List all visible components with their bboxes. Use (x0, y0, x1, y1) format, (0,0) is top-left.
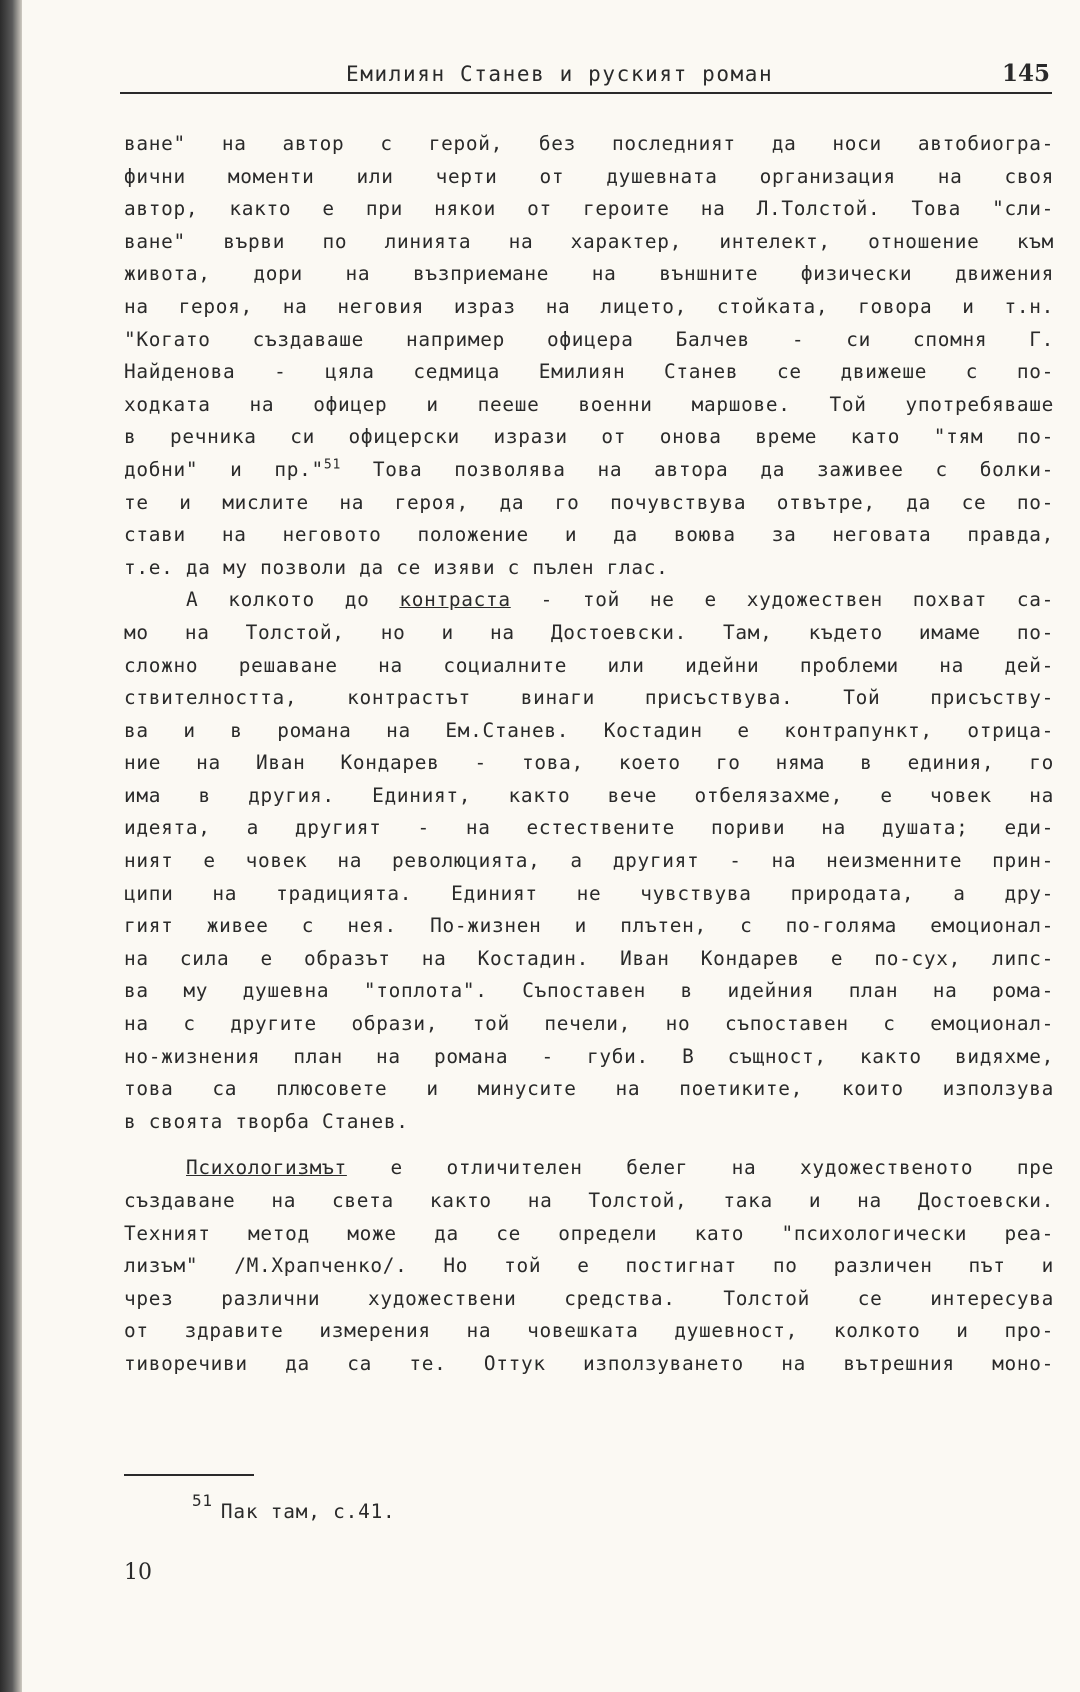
text-line: живота, дори на възприемане на външните физически движения (124, 262, 1054, 286)
footnote-separator (124, 1474, 254, 1476)
text-line: в речника си офицерски изрази от онова време като "тям по- (124, 425, 1054, 449)
text-line: "Когато създаваше например офицера Балчев - си спомня Г. (124, 327, 1054, 351)
text-line: ходката на офицер и пееше военни маршове. Той употребяваше (124, 392, 1054, 416)
running-header (120, 60, 1052, 94)
footnote-marker: 51 (192, 1491, 213, 1510)
book-spine-shadow (0, 0, 22, 1692)
text-line: стави на неговото положение и да воюва за неговата правда, (124, 523, 1054, 547)
text-line: ва му душевна "топлота". Съпоставен в идейния план на рома- (124, 979, 1054, 1003)
text-line-with-footnote-ref (124, 454, 1054, 487)
paragraph-first-line (124, 1152, 1054, 1185)
text-line: ване" върви по линията на характер, интелект, отношение към (124, 229, 1054, 253)
text-line: на с другите образи, той печели, но съпоставен с емоционал- (124, 1012, 1054, 1036)
text-segment: добни" и пр." (124, 457, 324, 481)
text-line: но-жизнения план на романа - губи. В същност, както видяхме, (124, 1044, 1054, 1068)
text-line: ние на Иван Кондарев - това, което го няма в единия, го (124, 751, 1054, 775)
text-line: ва и в романа на Ем.Станев. Костадин е контрапункт, отрица- (124, 718, 1054, 742)
text-segment: - той не е художествен похват са- (510, 588, 1054, 612)
text-line: фични моменти или черти от душевната организация на своя (124, 164, 1054, 188)
underlined-term: Психологизмът (186, 1156, 347, 1180)
text-line: идеята, а другият - на естествените пориви на душата; еди- (124, 816, 1054, 840)
text-segment: А колкото до (186, 588, 400, 612)
text-line: от здравите измерения на човешката душевност, колкото и про- (124, 1319, 1054, 1343)
signature-mark: 10 (124, 1560, 152, 1585)
text-line: на героя, на неговия израз на лицето, стойката, говора и т.н. (124, 294, 1054, 318)
text-line: има в другия. Единият, както вече отбелязахме, е човек на (124, 783, 1054, 807)
text-line: тиворечиви да са те. Оттук използуването на вътрешния моно- (124, 1351, 1054, 1375)
text-line: т.е. да му позволи да се изяви с пълен глас. (124, 555, 669, 579)
footnote (192, 1491, 396, 1523)
text-segment: е отличителен белег на художественото пре (346, 1156, 1054, 1180)
text-line: създаване на света както на Толстой, така и на Достоевски. (124, 1189, 1054, 1212)
text-line: ване" на автор с герой, без последният да носи автобиогра- (124, 132, 1054, 155)
text-line: гият живее с нея. По-жизнен и плътен, с по-голяма емоционал- (124, 914, 1054, 938)
underlined-term: контраста (399, 588, 511, 612)
text-line: ният е човек на революцията, а другият - на неизменните прин- (124, 849, 1054, 873)
text-line: сложно решаване на социалните или идейни проблеми на дей- (124, 653, 1054, 677)
text-line: чрез различни художествени средства. Толстой се интересува (124, 1286, 1054, 1310)
text-line: ствителността, контрастът винаги присъствува. Той присъству- (124, 686, 1054, 710)
page-number: 145 (1001, 60, 1050, 87)
footnote-text: Пак там, с.41. (220, 1500, 396, 1523)
text-line: в своята творба Станев. (124, 1109, 409, 1133)
text-line: това са плюсовете и минусите на поетиките, които използува (124, 1077, 1054, 1101)
text-line: Найденова - цяла седмица Емилиян Станев се движеше с по- (124, 360, 1054, 384)
text-line: Техният метод може да се определи като "психологически реа- (124, 1221, 1054, 1245)
running-title: Емилиян Станев и руският роман (346, 62, 774, 86)
footnote-reference: 51 (323, 457, 341, 473)
paragraph-first-line (124, 584, 1054, 617)
body-text (124, 128, 1054, 1381)
text-segment: Това позволява на автора да заживее с болки- (340, 457, 1054, 481)
text-line: те и мислите на героя, да го почувствува отвътре, да се по- (124, 490, 1054, 514)
text-line: мо на Толстой, но и на Достоевски. Там, където имаме по- (124, 620, 1054, 644)
text-line: автор, както е при някои от героите на Л.Толстой. Това "сли- (124, 197, 1054, 221)
text-line: ципи на традицията. Единият не чувствува природата, а дру- (124, 881, 1054, 905)
text-line: на сила е образът на Костадин. Иван Кондарев е по-сух, липс- (124, 946, 1054, 970)
text-line: лизъм" /М.Храпченко/. Но той е постигнат по различен път и (124, 1254, 1054, 1278)
